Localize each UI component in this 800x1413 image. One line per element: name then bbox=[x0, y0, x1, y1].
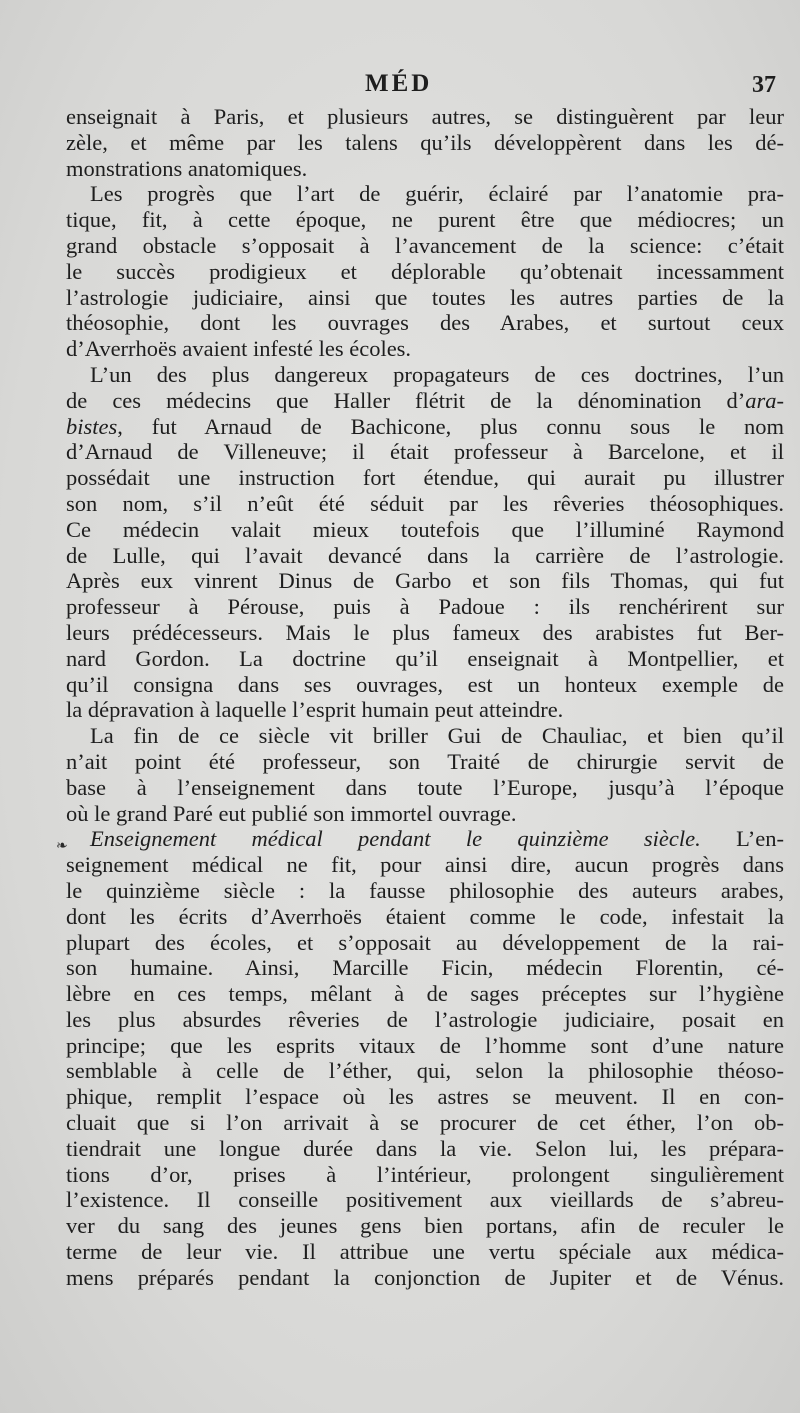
text-line bbox=[66, 801, 784, 827]
text-segment: son nom, s’il n’eût été séduit par les rêveries théosophiques. bbox=[66, 490, 784, 516]
text-line bbox=[66, 904, 784, 930]
text-line bbox=[66, 181, 784, 207]
text-segment: phique, remplit l’espace où les astres se meuvent. Il en con- bbox=[66, 1084, 784, 1110]
text-segment: dont les écrits d’Averrhoës étaient comme le code, infestait la bbox=[66, 903, 784, 929]
text-segment: son humaine. Ainsi, Marcille Ficin, médecin Florentin, cé- bbox=[66, 955, 784, 981]
page-number: 37 bbox=[752, 72, 776, 98]
text-segment: le succès prodigieux et déplorable qu’obtenait incessamment bbox=[66, 258, 784, 284]
text-line bbox=[66, 1136, 784, 1162]
text-segment: Ce médecin valait mieux toutefois que l’illuminé Raymond bbox=[66, 516, 784, 542]
text-segment: principe; que les esprits vitaux de l’homme sont d’une nature bbox=[66, 1032, 784, 1058]
text-segment: tions d’or, prises à l’intérieur, prolongent singulièrement bbox=[66, 1161, 784, 1187]
text-line bbox=[66, 1187, 784, 1213]
text-segment: qu’il consigna dans ses ouvrages, est un honteux exemple de bbox=[66, 671, 784, 697]
text-line bbox=[66, 1058, 784, 1084]
text-line bbox=[66, 930, 784, 956]
text-line bbox=[66, 955, 784, 981]
text-line bbox=[66, 207, 784, 233]
text-line bbox=[66, 130, 784, 156]
text-line bbox=[66, 233, 784, 259]
text-segment: base à l’enseignement dans toute l’Europe, jusqu’à l’époque bbox=[66, 774, 784, 800]
text-line bbox=[66, 1265, 784, 1291]
text-segment: tique, fit, à cette époque, ne purent être que médiocres; un bbox=[66, 207, 784, 233]
text-segment: d’Averrhoës avaient infesté les écoles. bbox=[66, 336, 412, 362]
text-line bbox=[66, 852, 784, 878]
text-line bbox=[66, 1084, 784, 1110]
body-text bbox=[66, 104, 784, 1291]
text-segment: leurs prédécesseurs. Mais le plus fameux des arabistes fut Ber- bbox=[66, 619, 784, 645]
text-segment: monstrations anatomiques. bbox=[66, 155, 308, 181]
text-line bbox=[66, 362, 784, 388]
text-line bbox=[66, 568, 784, 594]
text-segment: de ces médecins que Haller flétrit de la dénomination d’ bbox=[66, 387, 746, 413]
text-segment: terme de leur vie. Il attribue une vertu spéciale aux médica- bbox=[66, 1239, 784, 1265]
text-line bbox=[66, 439, 784, 465]
text-line bbox=[66, 156, 784, 182]
text-line bbox=[66, 1213, 784, 1239]
text-segment: le quinzième siècle : la fausse philosophie des auteurs arabes, bbox=[66, 877, 784, 903]
text-line bbox=[66, 491, 784, 517]
text-line bbox=[66, 878, 784, 904]
text-segment: l’existence. Il conseille positivement aux vieillards de s’abreu- bbox=[66, 1187, 784, 1213]
text-line bbox=[66, 723, 784, 749]
text-segment: mens préparés pendant la conjonction de Jupiter et de Vénus. bbox=[66, 1264, 784, 1290]
text-segment: Après eux vinrent Dinus de Garbo et son fils Thomas, qui fut bbox=[66, 568, 784, 594]
text-segment: La fin de ce siècle vit briller Gui de Chauliac, et bien qu’il bbox=[90, 723, 784, 749]
text-line bbox=[66, 1007, 784, 1033]
text-segment: cluait que si l’on arrivait à se procurer de cet éther, l’on ob- bbox=[66, 1110, 784, 1136]
page-header bbox=[0, 70, 800, 102]
text-segment: lèbre en ces temps, mêlant à de sages préceptes sur l’hygiène bbox=[66, 981, 784, 1007]
text-line bbox=[66, 594, 784, 620]
text-line bbox=[66, 543, 784, 569]
text-segment: de Lulle, qui l’avait devancé dans la carrière de l’astrologie. bbox=[66, 542, 784, 568]
text-segment: , fut Arnaud de Bachicone, plus connu sous le nom bbox=[117, 413, 784, 439]
text-segment: la dépravation à laquelle l’esprit humain peut atteindre. bbox=[66, 697, 564, 723]
text-line bbox=[66, 517, 784, 543]
text-segment: L’un des plus dangereux propagateurs de ces doctrines, l’un bbox=[90, 361, 784, 387]
text-segment: grand obstacle s’opposait à l’avancement de la science: c’était bbox=[66, 232, 784, 258]
text-segment: nard Gordon. La doctrine qu’il enseignait à Montpellier, et bbox=[66, 645, 784, 671]
text-segment: tiendrait une longue durée dans la vie. Selon lui, les prépara- bbox=[66, 1135, 784, 1161]
text-segment: Les progrès que l’art de guérir, éclairé par l’anatomie pra- bbox=[90, 181, 784, 207]
text-line bbox=[66, 259, 784, 285]
text-segment: semblable à celle de l’éther, qui, selon la philosophie théoso- bbox=[66, 1058, 784, 1084]
text-line bbox=[66, 336, 784, 362]
running-head: MÉD bbox=[365, 70, 433, 97]
text-segment: les plus absurdes rêveries de l’astrologie judiciaire, posait en bbox=[66, 1006, 784, 1032]
text-line bbox=[66, 981, 784, 1007]
text-line bbox=[66, 697, 784, 723]
text-segment: seignement médical ne fit, pour ainsi dire, aucun progrès dans bbox=[66, 852, 784, 878]
text-line bbox=[66, 620, 784, 646]
text-line bbox=[66, 465, 784, 491]
text-segment: plupart des écoles, et s’opposait au développement de la rai- bbox=[66, 929, 784, 955]
text-segment: possédait une instruction fort étendue, qui aurait pu illustrer bbox=[66, 465, 784, 491]
italic-segment: bistes bbox=[66, 413, 118, 439]
text-segment: L’en- bbox=[700, 826, 784, 852]
text-line bbox=[66, 310, 784, 336]
text-line bbox=[66, 1033, 784, 1059]
text-line bbox=[66, 388, 784, 414]
text-segment: l’astrologie judiciaire, ainsi que toutes les autres parties de la bbox=[66, 284, 784, 310]
margin-ornament: ❧ bbox=[56, 838, 68, 854]
text-segment: d’Arnaud de Villeneuve; il était professeur à Barcelone, et il bbox=[66, 439, 784, 465]
text-line bbox=[66, 1162, 784, 1188]
text-line bbox=[66, 775, 784, 801]
text-line bbox=[66, 826, 784, 852]
text-line bbox=[66, 646, 784, 672]
text-segment: zèle, et même par les talens qu’ils développèrent dans les dé- bbox=[66, 129, 784, 155]
text-line bbox=[66, 285, 784, 311]
text-line bbox=[66, 1110, 784, 1136]
italic-segment: Enseignement médical pendant le quinzième siècle. bbox=[90, 826, 701, 852]
text-segment: théosophie, dont les ouvrages des Arabes, et surtout ceux bbox=[66, 310, 784, 336]
text-line bbox=[66, 672, 784, 698]
text-segment: professeur à Pérouse, puis à Padoue : ils renchérirent sur bbox=[66, 594, 784, 620]
text-line bbox=[66, 749, 784, 775]
text-segment: n’ait point été professeur, son Traité de chirurgie servit de bbox=[66, 748, 784, 774]
text-line bbox=[66, 1239, 784, 1265]
text-segment: où le grand Paré eut publié son immortel ouvrage. bbox=[66, 800, 517, 826]
italic-segment: ara- bbox=[745, 387, 784, 413]
text-line bbox=[66, 414, 784, 440]
text-line bbox=[66, 104, 784, 130]
text-segment: enseignait à Paris, et plusieurs autres, se distinguèrent par leur bbox=[66, 104, 784, 129]
text-segment: ver du sang des jeunes gens bien portans, afin de reculer le bbox=[66, 1213, 784, 1239]
